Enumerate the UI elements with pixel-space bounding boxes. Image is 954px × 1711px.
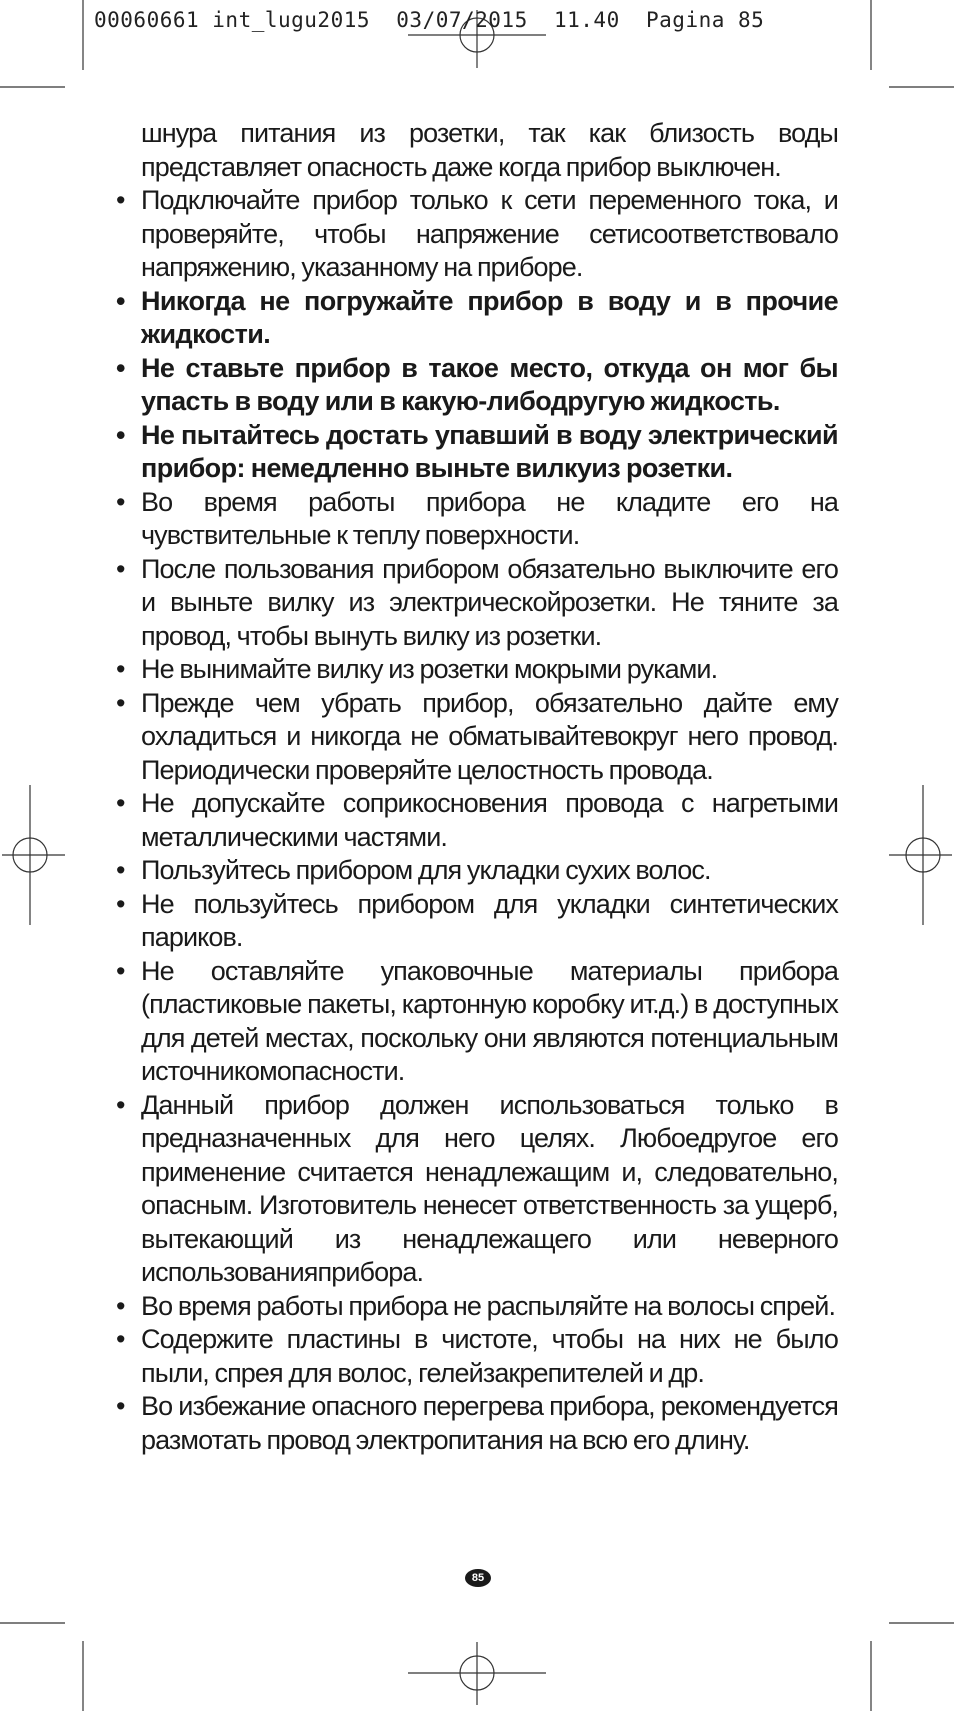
list-item-text: Содержите пластины в чистоте, чтобы на них не было пыли, спрея для волос, гелейзакрепителей и др. xyxy=(141,1324,838,1388)
bullet-icon: • xyxy=(116,553,125,584)
list-item xyxy=(116,955,838,1089)
list-item xyxy=(116,687,838,788)
bullet-icon: • xyxy=(116,788,125,818)
list-item xyxy=(116,1089,838,1290)
page-number-badge: 85 xyxy=(465,1569,491,1587)
list-item xyxy=(116,352,838,419)
list-item xyxy=(116,854,838,888)
list-item-text: Не вынимайте вилку из розетки мокрыми руками. xyxy=(141,654,718,684)
bullet-icon: • xyxy=(116,285,125,316)
list-item-text: Во время работы прибора не распыляйте на волосы спрей. xyxy=(141,1290,836,1321)
list-item xyxy=(116,888,838,955)
bullet-icon: • xyxy=(116,1089,125,1120)
list-item-text: Во избежание опасного перегрева прибора, рекомендуется размотать провод электропитания на всю его длину. xyxy=(141,1391,838,1455)
list-item xyxy=(116,787,838,854)
page-body xyxy=(116,117,838,1457)
list-item-text: Во время работы прибора не кладите его на чувствительные к теплу поверхности. xyxy=(141,486,838,550)
list-item xyxy=(116,419,838,486)
bullet-icon: • xyxy=(116,1391,125,1421)
list-item-text: Не оставляйте упаковочные материалы прибора (пластиковые пакеты, картонную коробку ит.д.) в доступных для детей местах, поскольку они являются потенциальным источникомопасности. xyxy=(141,955,838,1086)
bullet-icon: • xyxy=(116,419,125,450)
bullet-icon: • xyxy=(116,185,125,215)
bullet-icon: • xyxy=(116,352,125,383)
list-item-text: Подключайте прибор только к сети переменного тока, и проверяйте, чтобы напряжение сетисоответствовало напряжению, указанному на приборе. xyxy=(141,185,838,282)
bullet-icon: • xyxy=(116,486,125,517)
list-item xyxy=(116,184,838,285)
bullet-icon: • xyxy=(116,1290,125,1321)
list-item-text: Прежде чем убрать прибор, обязательно дайте ему охладиться и никогда не обматывайтевокруг него провод. Периодически проверяйте целостность провода. xyxy=(141,687,838,785)
bullet-icon: • xyxy=(116,888,125,919)
safety-list xyxy=(116,184,838,1457)
list-item-text: Не пользуйтесь прибором для укладки синтетических париков. xyxy=(141,888,838,952)
list-item-text: Не допускайте соприкосновения провода с нагретыми металлическими частями. xyxy=(141,788,838,852)
bullet-icon: • xyxy=(116,1324,125,1354)
list-item-text: Никогда не погружайте прибор в воду и в прочие жидкости. xyxy=(141,285,838,349)
print-slug: 00060661 int_lugu2015 03/07/2015 11.40 Pagina 85 xyxy=(94,8,765,32)
list-item-text: Пользуйтесь прибором для укладки сухих волос. xyxy=(141,855,711,885)
list-item-text: Данный прибор должен использоваться только в предназначенных для него целях. Любоедругое его применение считается ненадлежащим и, следовательно, опасным. Изготовитель ненесет ответственность за ущерб, вытекающий из ненадлежащего или неверного использованияприбора. xyxy=(141,1089,838,1287)
bullet-icon: • xyxy=(116,855,125,885)
list-item-text: Не пытайтесь достать упавший в воду электрический прибор: немедленно выньте вилкуиз розетки. xyxy=(141,419,838,483)
list-item xyxy=(116,553,838,654)
list-item xyxy=(116,1323,838,1390)
list-item xyxy=(116,1390,838,1457)
continuation-paragraph: шнура питания из розетки, так как близость воды представляет опасность даже когда прибор выключен. xyxy=(141,118,838,182)
bullet-icon: • xyxy=(116,654,125,684)
list-item xyxy=(116,285,838,352)
list-item-text: Не ставьте прибор в такое место, откуда он мог бы упасть в воду или в какую-либодругую жидкость. xyxy=(141,352,838,416)
list-item-text: После пользования прибором обязательно выключите его и выньте вилку из электрическойрозетки. Не тяните за провод, чтобы вынуть вилку из розетки. xyxy=(141,553,838,651)
list-item xyxy=(116,653,838,687)
list-item xyxy=(116,486,838,553)
bullet-icon: • xyxy=(116,687,125,718)
list-item xyxy=(116,1290,838,1324)
bullet-icon: • xyxy=(116,955,125,986)
